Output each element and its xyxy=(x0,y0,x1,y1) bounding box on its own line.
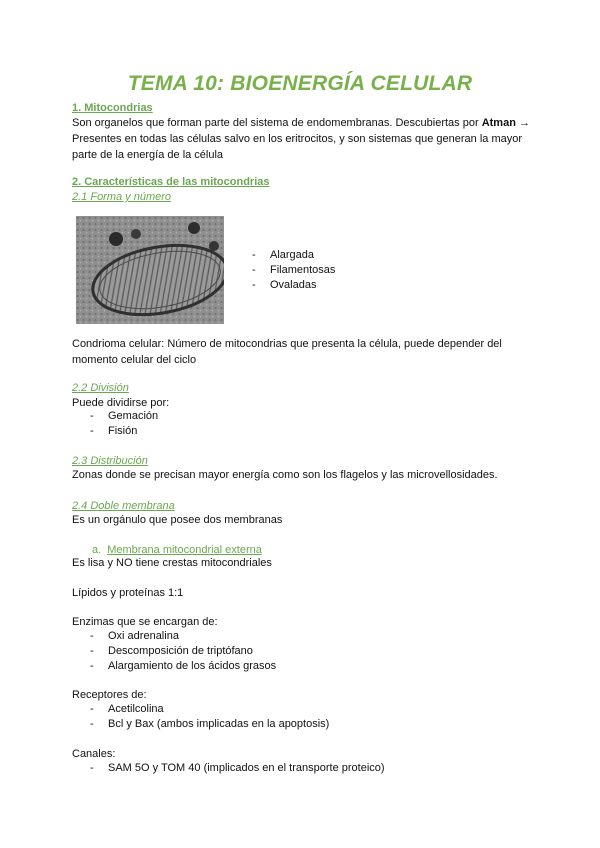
section-2-heading xyxy=(72,174,532,190)
condrioma-paragraph: Condrioma celular: Número de mitocondrias que presenta la célula, puede depender del momento celular del ciclo xyxy=(72,338,502,366)
membrane-paragraph: Es un orgánulo que posee dos membranas xyxy=(72,514,283,526)
section-1-bold-name: Atman xyxy=(481,117,516,129)
section-1-text-a: Son organelos que forman parte del sistema de endomembranas. Descubiertas por xyxy=(72,117,482,129)
division-item: - Gemación xyxy=(90,409,158,424)
outer-membrane-text: Es lisa y NO tiene crestas mitocondriales xyxy=(72,557,272,569)
shape-item: - Filamentosas xyxy=(252,263,335,278)
lipids-proteins-ratio: Lípidos y proteínas 1:1 xyxy=(72,587,184,599)
enzyme-item: - Descomposición de triptófano xyxy=(90,644,276,659)
section-1-heading-text: 1. Mitocondrias xyxy=(72,102,153,114)
subsection-2-4-heading-text: 2.4 Doble membrana xyxy=(72,500,175,512)
section-2-heading-text: 2. Características de las mitocondrias xyxy=(72,176,270,188)
section-1-text-b: → Presentes en todas las células salvo en los eritrocitos, y son sistemas que generan la mayor parte de la energía de la célula xyxy=(72,117,530,161)
channels-list xyxy=(90,761,385,776)
enzymes-intro: Enzimas que se encargan de: xyxy=(72,616,218,628)
shape-item: - Alargada xyxy=(252,248,335,263)
shape-list xyxy=(252,248,335,293)
section-1-heading xyxy=(72,100,532,116)
mitochondria-micrograph-svg xyxy=(76,216,224,324)
channel-item: - SAM 5O y TOM 40 (implicados en el transporte proteico) xyxy=(90,761,385,776)
subsection-2-1-heading-text: 2.1 Forma y número xyxy=(72,191,172,203)
page-title: TEMA 10: BIOENERGÍA CELULAR xyxy=(127,72,473,95)
enzyme-item: - Alargamiento de los ácidos grasos xyxy=(90,659,276,674)
channels-intro: Canales: xyxy=(72,748,116,760)
mitochondria-micrograph xyxy=(76,216,224,324)
list-marker: a. xyxy=(92,544,102,556)
receptors-list xyxy=(90,702,329,732)
receptor-item: - Bcl y Bax (ambos implicadas en la apoptosis) xyxy=(90,717,329,732)
enzymes-list xyxy=(90,629,276,674)
subsection-2-3-heading-text: 2.3 Distribución xyxy=(72,455,148,467)
receptors-intro: Receptores de: xyxy=(72,689,147,701)
subsection-2-2-heading-text: 2.2 División xyxy=(72,382,129,394)
section-1-paragraph xyxy=(72,115,532,163)
subsection-2-1-heading xyxy=(72,189,532,205)
distribution-paragraph: Zonas donde se precisan mayor energía como son los flagelos y las microvellosidades. xyxy=(72,469,498,481)
division-intro: Puede dividirse por: xyxy=(72,397,170,409)
outer-membrane-label: Membrana mitocondrial externa xyxy=(107,544,262,556)
enzyme-item: - Oxi adrenalina xyxy=(90,629,276,644)
division-list xyxy=(90,409,158,439)
shape-item: - Ovaladas xyxy=(252,278,335,293)
receptor-item: - Acetilcolina xyxy=(90,702,329,717)
subsection-2-2-heading xyxy=(72,380,532,396)
division-item: - Fisión xyxy=(90,424,158,439)
